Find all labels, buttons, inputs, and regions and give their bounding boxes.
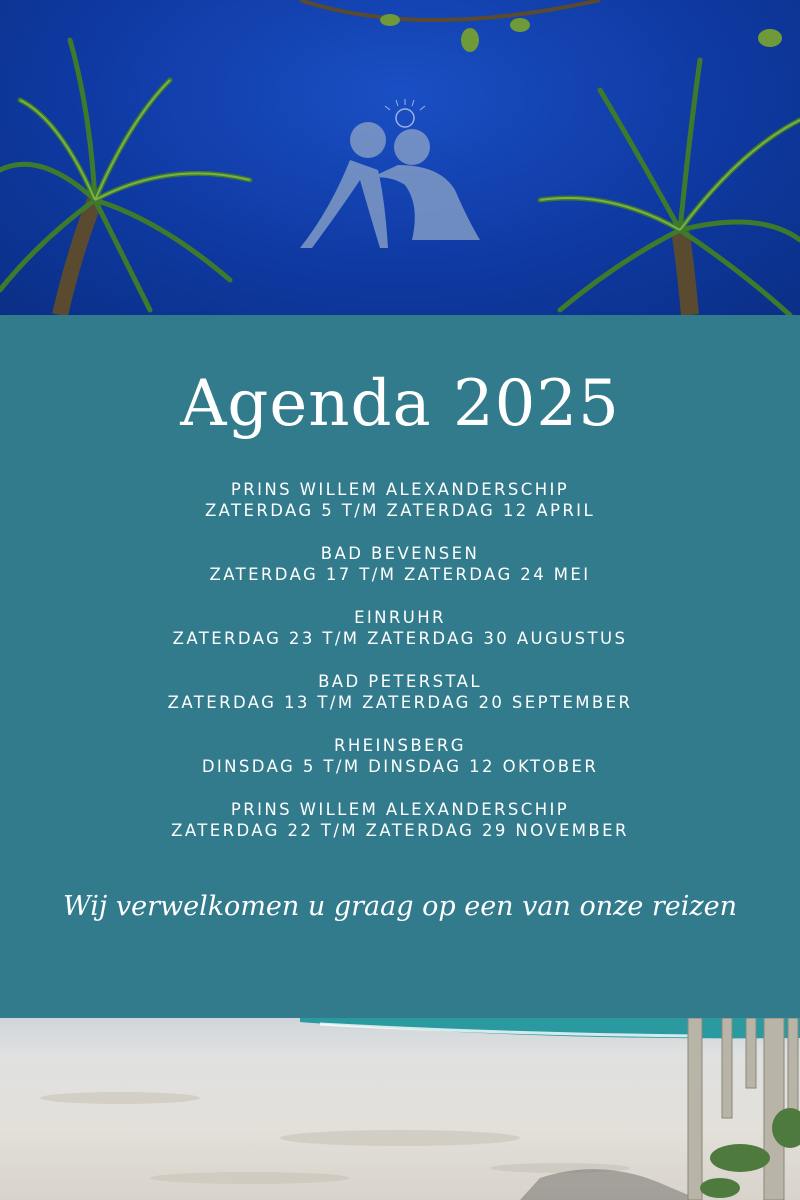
event-place: BAD BEVENSEN (320, 544, 480, 563)
event-place: RHEINSBERG (334, 736, 466, 755)
page-title: Agenda 2025 (180, 367, 620, 441)
welcome-tagline: Wij verwelkomen u graag op een van onze reizen (62, 891, 738, 922)
event-item (0, 607, 800, 649)
event-item (0, 799, 800, 841)
event-item (0, 671, 800, 713)
event-item (0, 479, 800, 521)
holding-hands-figures-icon (300, 99, 480, 248)
event-place: EINRUHR (354, 608, 446, 627)
event-list (0, 479, 800, 863)
event-dates: ZATERDAG 17 T/M ZATERDAG 24 MEI (209, 565, 591, 584)
event-place: PRINS WILLEM ALEXANDERSCHIP (230, 480, 570, 499)
beach-scene (0, 1018, 800, 1200)
event-place: PRINS WILLEM ALEXANDERSCHIP (230, 800, 570, 819)
event-place: BAD PETERSTAL (318, 672, 482, 691)
event-item (0, 735, 800, 777)
event-dates: ZATERDAG 5 T/M ZATERDAG 12 APRIL (204, 501, 596, 520)
beach-footer-image (0, 1018, 800, 1200)
event-dates: DINSDAG 5 T/M DINSDAG 12 OKTOBER (201, 757, 599, 776)
agenda-panel (0, 315, 800, 1018)
event-item (0, 543, 800, 585)
event-dates: ZATERDAG 13 T/M ZATERDAG 20 SEPTEMBER (167, 693, 633, 712)
event-dates: ZATERDAG 22 T/M ZATERDAG 29 NOVEMBER (171, 821, 629, 840)
sky-header-image (0, 0, 800, 315)
palm-scene (0, 0, 800, 315)
event-dates: ZATERDAG 23 T/M ZATERDAG 30 AUGUSTUS (172, 629, 628, 648)
